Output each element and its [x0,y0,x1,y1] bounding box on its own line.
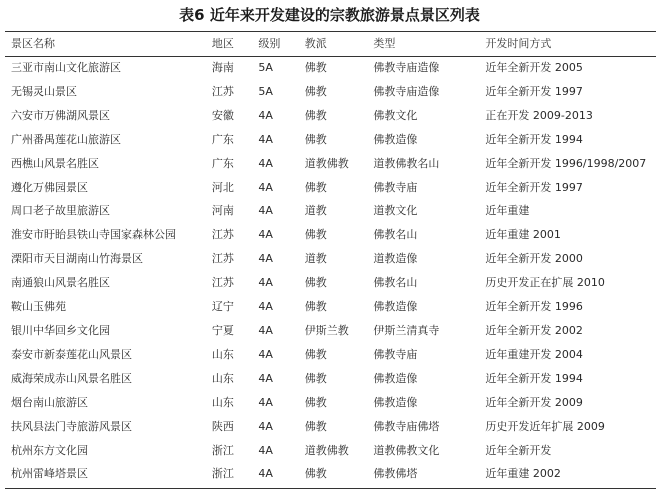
table-row [5,104,656,128]
cell-development: 近年全新开发 2002 [485,323,583,337]
table-row [5,319,656,343]
cell-level: 4A [258,252,273,266]
table-row [5,391,656,415]
cell-development: 近年全新开发 2000 [485,252,583,266]
cell-development: 近年重建 2002 [485,467,561,481]
table-row [5,343,656,367]
cell-level: 4A [258,132,273,146]
cell-religion: 佛教 [304,132,327,146]
cell-name: 杭州雷峰塔景区 [11,467,88,481]
cell-religion: 道教佛教 [304,156,349,170]
cell-religion: 佛教 [304,371,327,385]
table-bottom-rule [5,488,656,489]
cell-name: 西樵山风景名胜区 [11,156,99,170]
cell-level: 4A [258,228,273,242]
table-row [5,295,656,319]
table-header-row [5,32,656,56]
column-header-religion: 教派 [304,37,327,50]
cell-level: 4A [258,371,273,385]
cell-type: 佛教寺庙造像 [373,84,440,98]
cell-development: 历史开发正在扩展 2010 [485,276,605,290]
cell-region: 河北 [211,180,234,194]
table-row [5,80,656,104]
cell-religion: 道教 [304,252,327,266]
cell-level: 5A [258,61,273,74]
cell-development: 近年全新开发 1997 [485,180,583,194]
cell-name: 淮安市盱眙县铁山寺国家森林公园 [11,228,176,242]
cell-region: 河南 [211,204,234,218]
column-header-region: 地区 [211,37,234,50]
cell-name: 威海荣成赤山风景名胜区 [11,371,132,385]
cell-religion: 道教佛教 [304,443,349,457]
cell-level: 4A [258,108,273,122]
table-row [5,56,656,80]
cell-name: 三亚市南山文化旅游区 [11,61,121,74]
cell-level: 4A [258,300,273,314]
cell-name: 周口老子故里旅游区 [11,204,110,218]
cell-region: 陕西 [211,419,234,433]
cell-name: 无锡灵山景区 [11,84,77,98]
table-row [5,367,656,391]
cell-type: 道教佛教文化 [373,443,440,457]
cell-type: 佛教名山 [373,276,418,290]
table-caption: 表6 近年来开发建设的宗教旅游景点景区列表 [179,6,480,24]
cell-type: 佛教造像 [373,371,418,385]
cell-level: 4A [258,204,273,218]
table-row [5,128,656,152]
cell-level: 4A [258,156,273,170]
table-row [5,271,656,295]
cell-region: 江苏 [211,228,234,242]
cell-level: 4A [258,467,273,481]
cell-religion: 佛教 [304,419,327,433]
column-header-level: 级别 [258,37,281,50]
cell-type: 道教佛教名山 [373,156,440,170]
table-body [5,56,656,486]
cell-level: 4A [258,180,273,194]
cell-religion: 佛教 [304,228,327,242]
cell-region: 山东 [211,395,234,409]
cell-name: 杭州东方文化园 [11,443,88,457]
cell-religion: 佛教 [304,467,327,481]
cell-religion: 佛教 [304,84,327,98]
cell-region: 辽宁 [211,300,234,314]
cell-type: 佛教寺庙佛塔 [373,419,440,433]
cell-development: 近年重建 [485,204,530,218]
cell-type: 佛教文化 [373,108,418,122]
cell-name: 广州番禺莲花山旅游区 [11,132,121,146]
cell-level: 4A [258,323,273,337]
cell-type: 佛教造像 [373,300,418,314]
table-row [5,462,656,486]
cell-development: 近年全新开发 1994 [485,371,583,385]
cell-development: 正在开发 2009-2013 [485,108,593,122]
table-row [5,439,656,463]
cell-region: 宁夏 [211,323,234,337]
cell-type: 佛教名山 [373,228,418,242]
table-row [5,176,656,200]
cell-region: 江苏 [211,252,234,266]
cell-region: 浙江 [211,443,234,457]
cell-development: 近年全新开发 1997 [485,84,583,98]
cell-development: 近年全新开发 2005 [485,61,583,74]
cell-name: 遵化万佛园景区 [11,180,88,194]
column-header-name: 景区名称 [11,37,55,50]
column-header-type: 类型 [373,37,396,50]
cell-name: 扶风县法门寺旅游风景区 [11,419,132,433]
cell-development: 近年全新开发 1996/1998/2007 [485,156,647,170]
cell-development: 近年全新开发 1994 [485,132,583,146]
cell-religion: 佛教 [304,300,327,314]
cell-level: 5A [258,84,273,98]
table-row [5,415,656,439]
table-row [5,152,656,176]
cell-name: 烟台南山旅游区 [11,395,88,409]
cell-development: 历史开发近年扩展 2009 [485,419,605,433]
cell-name: 泰安市新泰莲花山风景区 [11,347,132,361]
cell-type: 伊斯兰清真寺 [373,323,440,337]
cell-region: 山东 [211,371,234,385]
cell-region: 海南 [211,61,234,74]
cell-type: 佛教寺庙 [373,180,418,194]
cell-name: 溧阳市天目湖南山竹海景区 [11,252,143,266]
cell-development: 近年全新开发 2009 [485,395,583,409]
cell-religion: 佛教 [304,347,327,361]
cell-religion: 佛教 [304,276,327,290]
cell-region: 江苏 [211,84,234,98]
cell-religion: 佛教 [304,61,327,74]
column-header-development: 开发时间方式 [485,37,552,50]
cell-religion: 道教 [304,204,327,218]
cell-type: 佛教造像 [373,132,418,146]
cell-level: 4A [258,276,273,290]
cell-level: 4A [258,419,273,433]
cell-name: 六安市万佛湖风景区 [11,108,110,122]
cell-development: 近年全新开发 1996 [485,300,583,314]
cell-region: 安徽 [211,108,234,122]
cell-religion: 佛教 [304,395,327,409]
cell-type: 佛教造像 [373,395,418,409]
cell-level: 4A [258,347,273,361]
cell-development: 近年重建开发 2004 [485,347,583,361]
cell-name: 南通狼山风景名胜区 [11,276,110,290]
table-row [5,247,656,271]
cell-development: 近年全新开发 [485,443,552,457]
cell-religion: 佛教 [304,108,327,122]
cell-region: 广东 [211,132,234,146]
cell-type: 佛教佛塔 [373,467,418,481]
cell-region: 山东 [211,347,234,361]
scenic-area-table [5,32,656,486]
cell-region: 江苏 [211,276,234,290]
cell-level: 4A [258,443,273,457]
cell-type: 佛教寺庙造像 [373,61,440,74]
cell-name: 银川中华回乡文化园 [11,323,110,337]
cell-region: 浙江 [211,467,234,481]
cell-level: 4A [258,395,273,409]
cell-type: 道教文化 [373,204,418,218]
cell-religion: 伊斯兰教 [304,323,349,337]
cell-type: 道教造像 [373,252,418,266]
cell-type: 佛教寺庙 [373,347,418,361]
table-row [5,223,656,247]
table-row [5,199,656,223]
cell-region: 广东 [211,156,234,170]
cell-religion: 佛教 [304,180,327,194]
cell-name: 鞍山玉佛苑 [11,300,66,314]
cell-development: 近年重建 2001 [485,228,561,242]
